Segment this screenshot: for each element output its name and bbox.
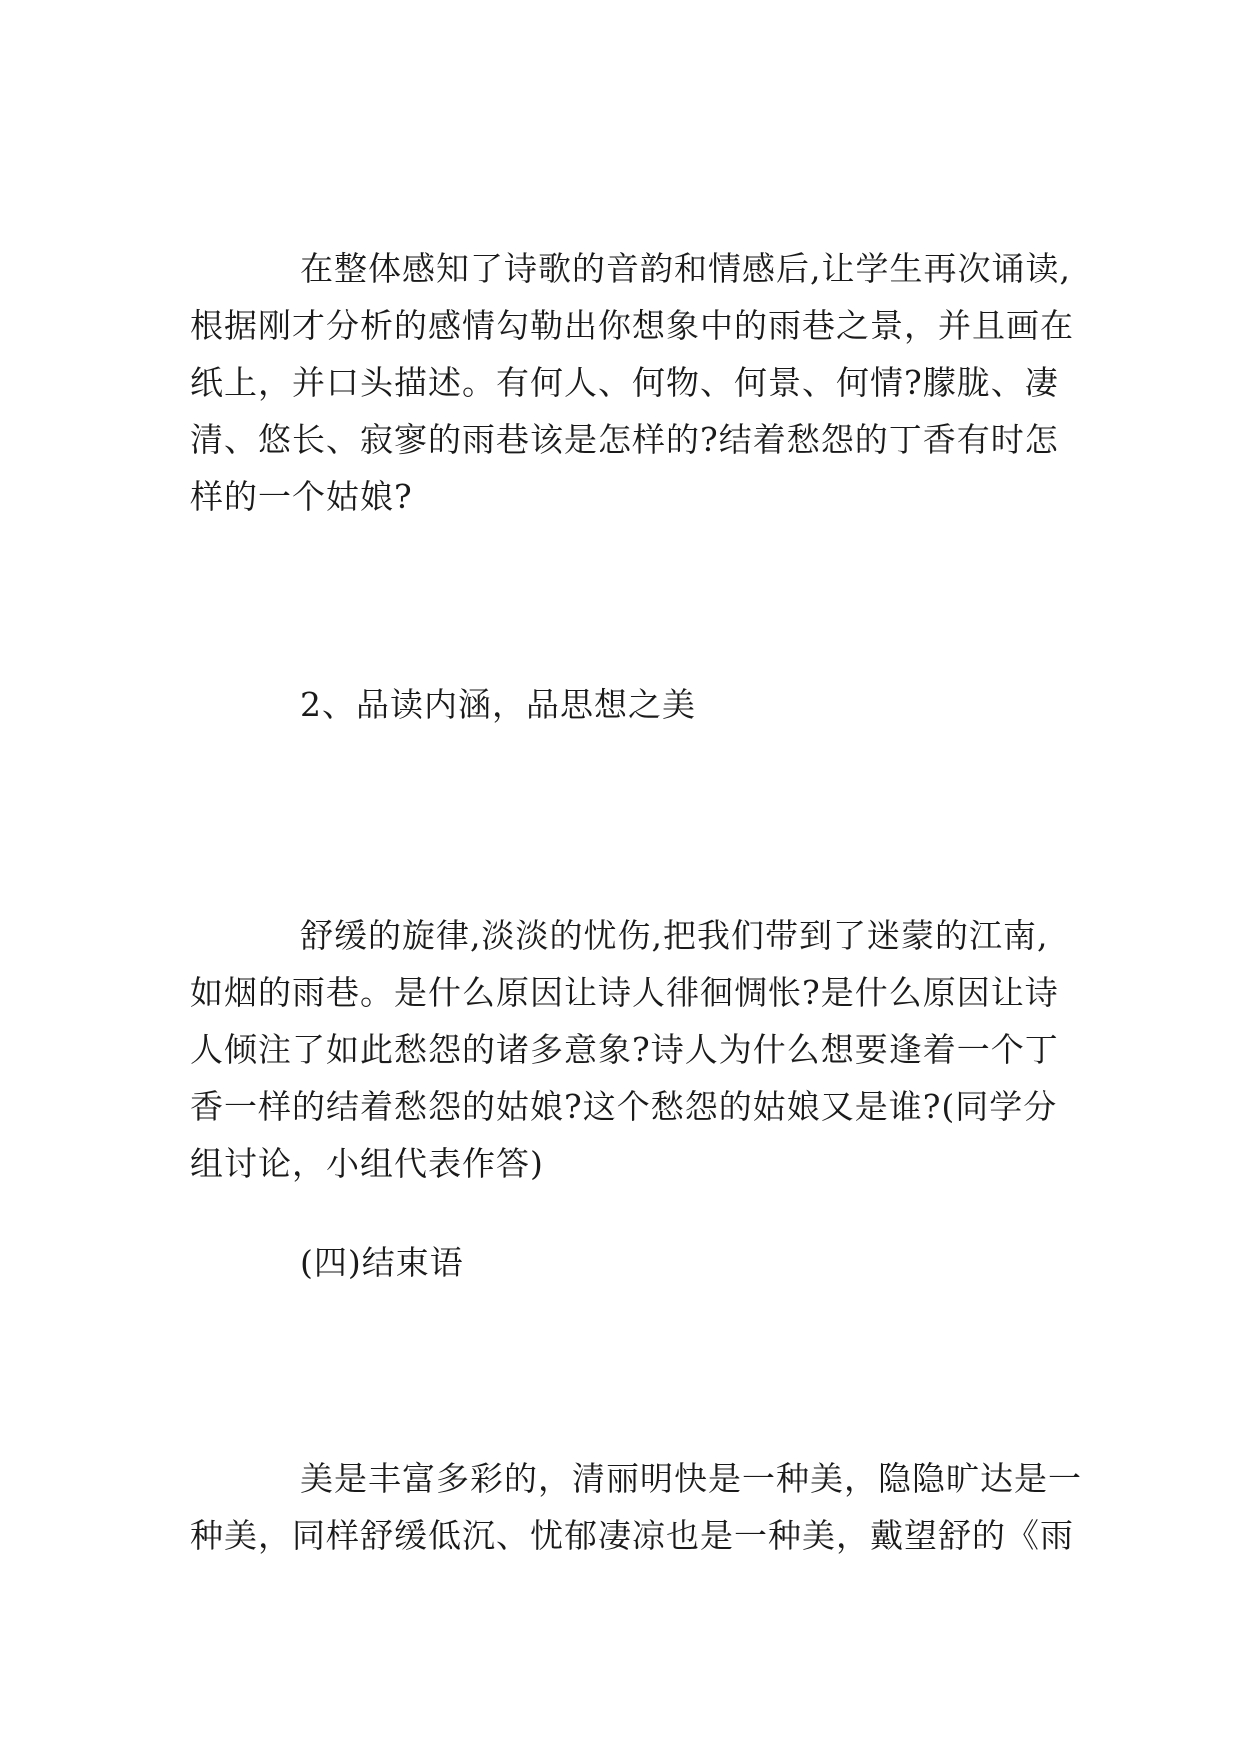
paragraph-line: 组讨论，小组代表作答) (190, 1144, 544, 1183)
paragraph-line: 在整体感知了诗歌的音韵和情感后,让学生再次诵读, (300, 249, 1071, 288)
paragraph-line: 舒缓的旋律,淡淡的忧伤,把我们带到了迷蒙的江南, (300, 916, 1049, 955)
paragraph-analysis-task (190, 240, 1074, 525)
paragraph-line: 香一样的结着愁怨的姑娘?这个愁怨的姑娘又是谁?(同学分 (190, 1087, 1058, 1126)
paragraph-line: 如烟的雨巷。是什么原因让诗人徘徊惆怅?是什么原因让诗 (190, 973, 1059, 1012)
paragraph-line: 人倾注了如此愁怨的诸多意象?诗人为什么想要逢着一个丁 (190, 1030, 1059, 1069)
paragraph-line: 美是丰富多彩的，清丽明快是一种美，隐隐旷达是一 (300, 1459, 1082, 1498)
paragraph-line: 样的一个姑娘? (190, 477, 413, 516)
section-heading-2: 2、品读内涵，品思想之美 (300, 685, 696, 724)
paragraph-discussion (190, 907, 1059, 1192)
paragraph-line: 种美，同样舒缓低沉、忧郁凄凉也是一种美，戴望舒的《雨 (190, 1516, 1074, 1555)
paragraph-line: 清、悠长、寂寥的雨巷该是怎样的?结着愁怨的丁香有时怎 (190, 420, 1059, 459)
paragraph-line: 根据刚才分析的感情勾勒出你想象中的雨巷之景，并且画在 (190, 306, 1074, 345)
paragraph-line: 纸上，并口头描述。有何人、何物、何景、何情?朦胧、凄 (190, 363, 1059, 402)
section-heading-conclusion: (四)结束语 (300, 1243, 464, 1282)
paragraph-conclusion (190, 1450, 1082, 1564)
